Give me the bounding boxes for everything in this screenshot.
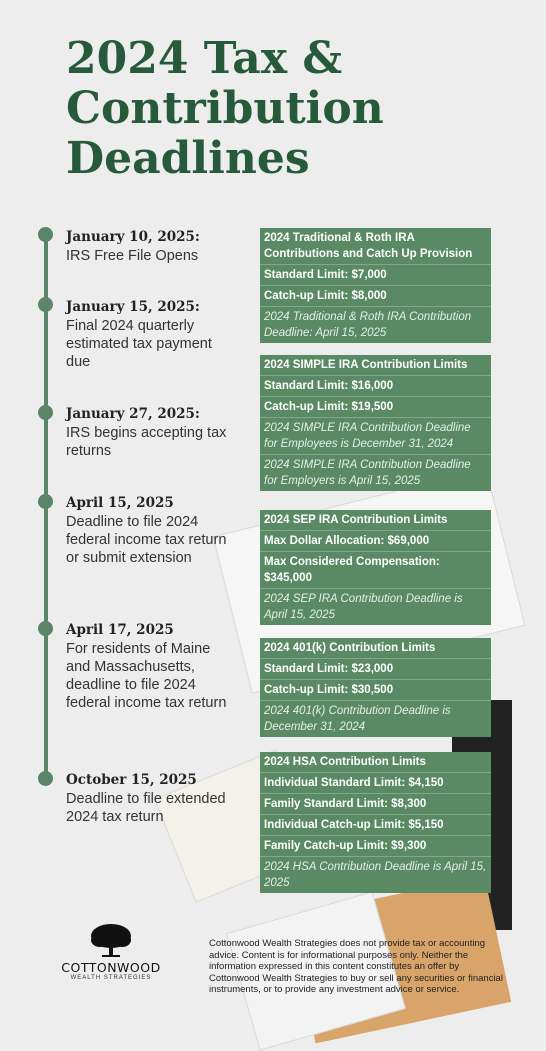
- timeline-dot: [38, 494, 53, 509]
- card-note: 2024 Traditional & Roth IRA Contribution Deadline: April 15, 2025: [264, 311, 472, 339]
- card-401k: [260, 638, 491, 737]
- company-logo: [56, 922, 166, 981]
- timeline-dot: [38, 405, 53, 420]
- timeline-dot: [38, 297, 53, 312]
- card-line: Family Standard Limit: $8,300: [260, 794, 491, 815]
- card-line: Standard Limit: $7,000: [260, 265, 491, 286]
- title-line: Deadlines: [66, 133, 310, 184]
- title-line: Contribution: [66, 83, 384, 134]
- card-line: Catch-up Limit: $30,500: [260, 680, 491, 701]
- card-title: 2024 HSA Contribution Limits: [260, 752, 491, 773]
- card-title: 2024 401(k) Contribution Limits: [260, 638, 491, 659]
- card-line: Max Considered Compensation: $345,000: [260, 552, 491, 589]
- event-date: October 15, 2025: [66, 772, 197, 788]
- tree-icon: [88, 922, 134, 958]
- timeline-event: [66, 621, 232, 712]
- card-note: 2024 401(k) Contribution Deadline is December 31, 2024: [264, 705, 451, 733]
- card-note: 2024 SIMPLE IRA Contribution Deadline for Employers is April 15, 2025: [264, 459, 471, 487]
- logo-brand: COTTONWOOD: [61, 960, 161, 975]
- event-description: Deadline to file extended 2024 tax return: [66, 791, 226, 825]
- event-description: IRS Free File Opens: [66, 248, 199, 264]
- timeline-dot: [38, 621, 53, 636]
- card-traditional-roth-ira: [260, 228, 491, 343]
- card-simple-ira: [260, 355, 491, 491]
- timeline-event: [66, 228, 232, 265]
- timeline-event: [66, 771, 232, 826]
- event-description: Deadline to file 2024 federal income tax return or submit extension: [66, 514, 227, 566]
- card-line: Individual Catch-up Limit: $5,150: [260, 815, 491, 836]
- event-description: IRS begins accepting tax returns: [66, 425, 227, 459]
- card-line: Standard Limit: $23,000: [260, 659, 491, 680]
- card-title: 2024 SIMPLE IRA Contribution Limits: [260, 355, 491, 376]
- event-date: January 10, 2025:: [66, 229, 200, 245]
- timeline-dot: [38, 227, 53, 242]
- timeline-dot: [38, 771, 53, 786]
- event-date: January 15, 2025:: [66, 299, 200, 315]
- card-note: 2024 SEP IRA Contribution Deadline is April 15, 2025: [264, 593, 463, 621]
- timeline-event: [66, 494, 232, 567]
- timeline-event: [66, 298, 232, 371]
- card-note: 2024 HSA Contribution Deadline is April 15, 2025: [264, 861, 487, 889]
- card-title: 2024 Traditional & Roth IRA Contributions and Catch Up Provision: [260, 228, 491, 265]
- card-hsa: [260, 752, 491, 893]
- event-date: January 27, 2025:: [66, 406, 200, 422]
- card-line: Catch-up Limit: $8,000: [260, 286, 491, 307]
- card-line: Max Dollar Allocation: $69,000: [260, 531, 491, 552]
- logo-subtitle: WEALTH STRATEGIES: [70, 975, 152, 981]
- page-title: [66, 34, 486, 184]
- title-line: 2024 Tax &: [66, 33, 343, 84]
- event-date: April 15, 2025: [66, 495, 174, 511]
- event-description: For residents of Maine and Massachusetts, deadline to file 2024 federal income tax return: [66, 641, 227, 711]
- timeline-event: [66, 405, 232, 460]
- card-line: Family Catch-up Limit: $9,300: [260, 836, 491, 857]
- event-description: Final 2024 quarterly estimated tax payment due: [66, 318, 212, 370]
- card-note: 2024 SIMPLE IRA Contribution Deadline for Employees is December 31, 2024: [260, 418, 491, 455]
- disclaimer-text: Cottonwood Wealth Strategies does not provide tax or accounting advice. Content is for informational purposes only. Neither the information expressed in this content constitutes an offer by Cottonwood Wealth Strategies to buy or sell any securities or financial instruments, or to provide any investment advice or service.: [209, 938, 503, 995]
- card-title: 2024 SEP IRA Contribution Limits: [260, 510, 491, 531]
- card-line: Catch-up Limit: $19,500: [260, 397, 491, 418]
- card-line: Individual Standard Limit: $4,150: [260, 773, 491, 794]
- event-date: April 17, 2025: [66, 622, 174, 638]
- card-sep-ira: [260, 510, 491, 625]
- card-line: Standard Limit: $16,000: [260, 376, 491, 397]
